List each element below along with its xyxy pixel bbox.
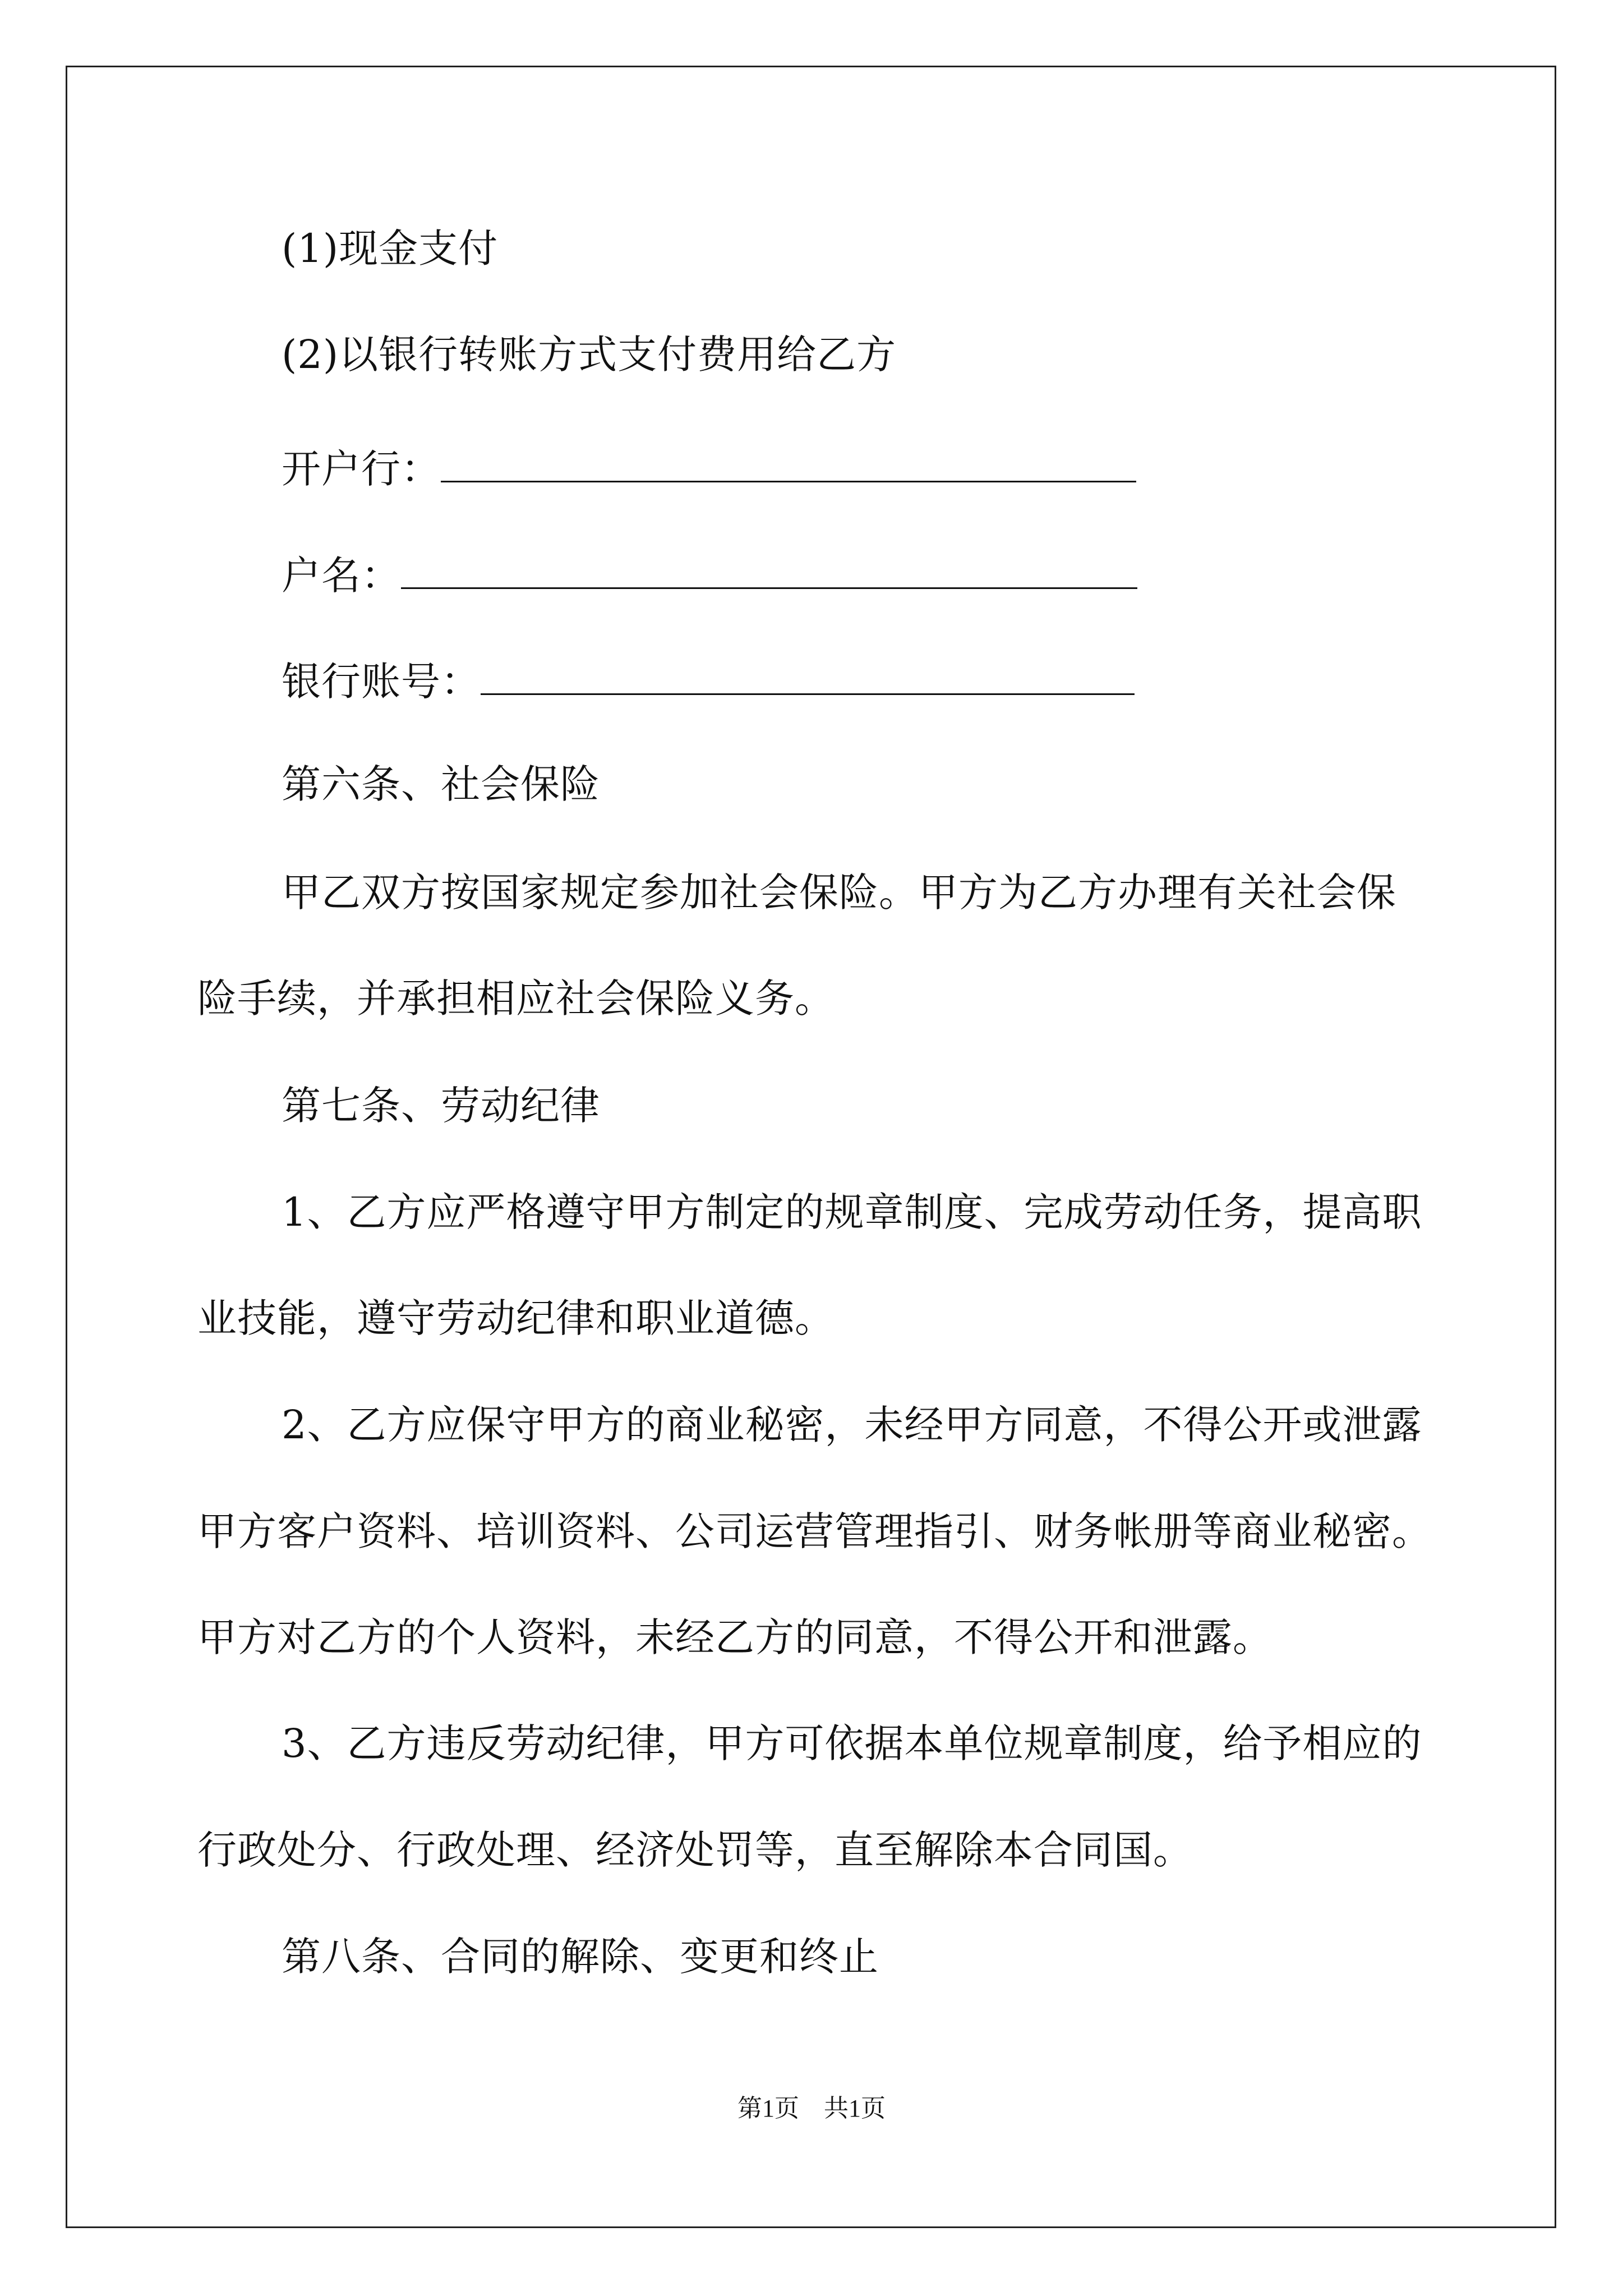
- account-number-label: 银行账号：: [282, 659, 481, 705]
- account-name-field: [282, 553, 1137, 599]
- bank-name-label: 开户行：: [282, 446, 441, 492]
- section-heading-labor-discipline: 第七条、劳动纪律: [282, 1083, 600, 1129]
- payment-option-bank-transfer: (2)以银行转账方式支付费用给乙方: [282, 332, 897, 378]
- clause-3-line1: 3、乙方违反劳动纪律，甲方可依据本单位规章制度，给予相应的: [282, 1720, 1422, 1766]
- page-number-footer: 第1页 共1页: [737, 2095, 886, 2122]
- clause-1-line2: 业技能，遵守劳动纪律和职业道德。: [197, 1295, 834, 1341]
- account-name-blank: [401, 554, 1137, 589]
- paragraph-social-insurance-line2: 险手续，并承担相应社会保险义务。: [197, 976, 834, 1022]
- bank-name-field: [282, 446, 1136, 492]
- clause-3-line2: 行政处分、行政处理、经济处罚等，直至解除本合同国。: [197, 1827, 1193, 1873]
- bank-name-blank: [441, 447, 1136, 482]
- section-heading-contract-termination: 第八条、合同的解除、变更和终止: [282, 1934, 879, 1980]
- section-heading-social-insurance: 第六条、社会保险: [282, 761, 600, 807]
- clause-1-line1: 1、乙方应严格遵守甲方制定的规章制度、完成劳动任务，提高职: [282, 1189, 1422, 1235]
- clause-2-line2: 甲方客户资料、培训资料、公司运营管理指引、财务帐册等商业秘密。: [197, 1508, 1432, 1554]
- account-name-label: 户名：: [282, 553, 401, 599]
- account-number-field: [282, 659, 1135, 705]
- clause-2-line1: 2、乙方应保守甲方的商业秘密，未经甲方同意，不得公开或泄露: [282, 1402, 1422, 1448]
- account-number-blank: [481, 660, 1135, 695]
- payment-option-cash: (1)现金支付: [282, 226, 499, 272]
- page-border: [66, 66, 1556, 2228]
- clause-2-line3: 甲方对乙方的个人资料，未经乙方的同意，不得公开和泄露。: [197, 1614, 1272, 1660]
- paragraph-social-insurance-line1: 甲乙双方按国家规定参加社会保险。甲方为乙方办理有关社会保: [282, 869, 1396, 915]
